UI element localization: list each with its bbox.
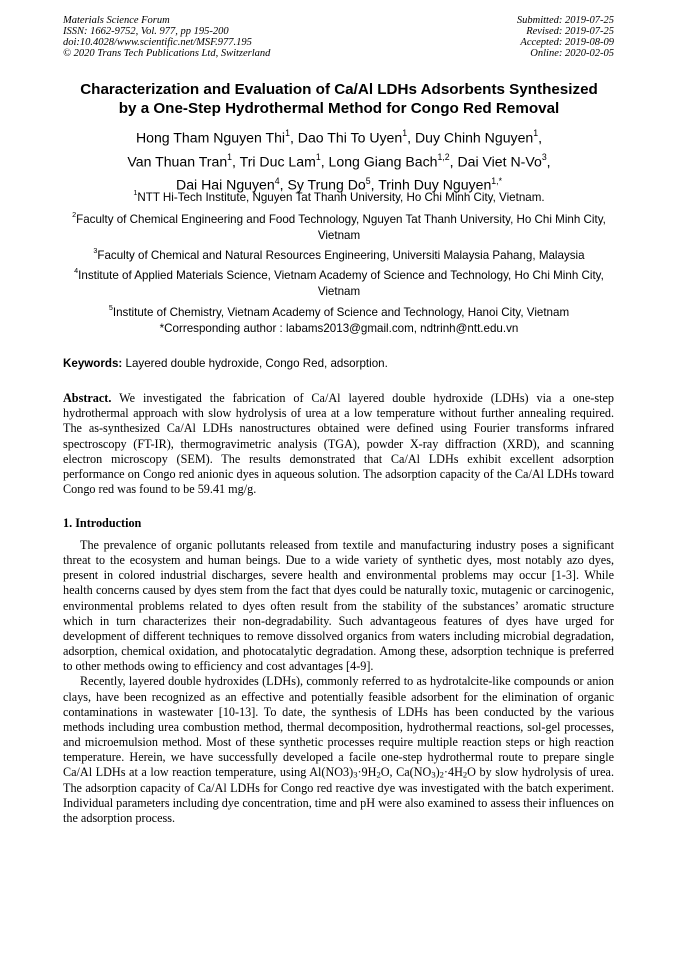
author-affiliation-mark: 1 bbox=[227, 151, 233, 162]
affiliation-mark: 2 bbox=[72, 210, 77, 220]
author-affiliation-mark: 1 bbox=[285, 128, 290, 139]
author-name: Long Giang Bach bbox=[328, 153, 438, 170]
affiliation-2 bbox=[60, 208, 618, 244]
author-affiliation-mark: 1 bbox=[533, 128, 539, 139]
affiliation-5 bbox=[60, 301, 618, 321]
subscript: 2 bbox=[439, 770, 444, 781]
title-line-2: by a One-Step Hydrothermal Method for Congo Red Removal bbox=[118, 100, 560, 117]
text-run: O by slow hydrolysis of urea. The adsorption capacity of Ca/Al LDHs for Congo red reactive dye was investigated with the batch experiment. Individual parameters including dye concentration, time and pH were also examined to assess their influences on the adsorption process. bbox=[63, 765, 614, 825]
author-name: Van Thuan Tran bbox=[127, 153, 228, 170]
affiliation-1 bbox=[60, 186, 618, 206]
abstract-text: We investigated the fabrication of Ca/Al layered double hydroxide (LDHs) via a one-step hydrothermal approach with slow hydrolysis of urea at a low temperature without further annealing required. The as-synthesized Ca/Al LDHs nanostructures obtained were defined using Fourier transforms infrared spectroscopy (FT-IR), thermogravimetric analysis (TGA), powder X-ray diffraction (XRD), and scanning electron microscopy (SEM). The results demonstrated that Ca/Al LDHs exhibit excellent adsorption performance on Congo red anionic dyes in aqueous solution. The adsorption capacity of the Ca/Al LDHs toward Congo red was found to be 59.41 mg/g. bbox=[63, 391, 614, 497]
date-accepted: Accepted: 2019-08-09 bbox=[520, 37, 614, 48]
author-affiliation-mark: 1,2 bbox=[437, 151, 450, 162]
journal-name: Materials Science Forum bbox=[63, 15, 170, 26]
author-name: Dai Hai Nguyen bbox=[176, 177, 275, 194]
affiliation-mark: 4 bbox=[74, 266, 79, 276]
journal-doi: doi:10.4028/www.scientific.net/MSF.977.195 bbox=[63, 37, 252, 48]
abstract bbox=[63, 391, 614, 497]
affiliation-text: Institute of Chemistry, Vietnam Academy of Science and Technology, Hanoi City, Vietnam bbox=[112, 305, 570, 319]
journal-issn: ISSN: 1662-9752, Vol. 977, pp 195-200 bbox=[63, 26, 229, 37]
author-line-2: Van Thuan Tran$^1$, Tri Duc Lam$^1$, Long Giang Bach$^{1,2}$, Dai Viet N-Vo$^3$, bbox=[127, 151, 551, 170]
author-name: Sy Trung Do bbox=[287, 177, 366, 194]
author-affiliation-mark: 1,* bbox=[491, 175, 502, 186]
author-affiliation-mark: 5 bbox=[365, 175, 371, 186]
date-online: Online: 2020-02-05 bbox=[530, 48, 614, 59]
text-run: Recently, layered double hydroxides (LDHs), commonly referred to as hydrotalcite-like compounds or anion clays, have been recognized as an effective and potentially feasible adsorbent for the elimination of organic contaminations in wastewater [10-13]. To date, the synthesis of LDHs has been conducted by the various methods including urea combustion method, thermal decomposition, hydrothermal reactions, sol-gel processes, and microemulsion method. Most of these synthetic processes require multiple reaction steps or high reaction temperature. Herein, we have successfully developed a facile one-step hydrothermal route to prepare single Ca/Al LDHs at a low reaction temperature, using Al(NO3) bbox=[63, 674, 614, 780]
text-run: O, Ca(NO bbox=[380, 765, 432, 780]
author-name: Duy Chinh Nguyen bbox=[414, 129, 534, 146]
affiliation-text: NTT Hi-Tech Institute, Nguyen Tat Thanh University, Ho Chi Minh City, Vietnam. bbox=[137, 190, 545, 204]
affiliation-4 bbox=[60, 264, 618, 300]
author-name: Hong Tham Nguyen Thi bbox=[135, 129, 286, 146]
author-affiliation-mark: 4 bbox=[274, 175, 280, 186]
subscript: 2 bbox=[376, 770, 381, 781]
paper-title bbox=[40, 80, 638, 118]
author-affiliation-mark: 1 bbox=[402, 128, 408, 139]
affiliation-3 bbox=[60, 244, 618, 264]
journal-copyright: © 2020 Trans Tech Publications Ltd, Switzerland bbox=[63, 48, 271, 59]
subscript: 2 bbox=[462, 770, 468, 781]
author-name: Tri Duc Lam bbox=[239, 153, 316, 170]
keywords-label: Keywords: bbox=[63, 357, 123, 370]
title-line-1: Characterization and Evaluation of Ca/Al LDHs Adsorbents Synthesized bbox=[80, 81, 598, 98]
introduction-body bbox=[63, 538, 614, 826]
affiliation-mark: 3 bbox=[93, 246, 98, 256]
journal-header-right bbox=[517, 15, 614, 59]
affiliation-text: Institute of Applied Materials Science, Vietnam Academy of Science and Technology, Ho Chi Minh City, Vietnam bbox=[78, 268, 604, 298]
paragraph bbox=[63, 674, 614, 826]
author-affiliation-mark: 1 bbox=[315, 151, 321, 162]
author-name: Dao Thi To Uyen bbox=[297, 129, 403, 146]
text-run: ) bbox=[435, 765, 440, 780]
abstract-label: Abstract. bbox=[63, 391, 112, 405]
author-line-1: Hong Tham Nguyen Thi$^1$, Dao Thi To Uyen$^1$, Duy Chinh Nguyen$^1$, bbox=[135, 128, 543, 146]
section-heading-introduction: 1. Introduction bbox=[63, 516, 142, 530]
author-name: Trinh Duy Nguyen bbox=[378, 177, 492, 194]
author-name: Dai Viet N-Vo bbox=[457, 153, 542, 170]
journal-header-left bbox=[63, 15, 270, 59]
date-submitted: Submitted: 2019-07-25 bbox=[516, 15, 614, 26]
text-run: ·4H bbox=[443, 765, 463, 780]
corresponding-author: *Corresponding author : labams2013@gmail.com, ndtrinh@ntt.edu.vn bbox=[159, 322, 519, 335]
affiliation-text: Faculty of Chemical Engineering and Food Technology, Nguyen Tat Thanh University, Ho Chi Minh City, Vietnam bbox=[76, 212, 606, 242]
affiliation-text: Faculty of Chemical and Natural Resources Engineering, Universiti Malaysia Pahang, Malaysia bbox=[97, 248, 585, 262]
author-line-3: Dai Hai Nguyen$^4$, Sy Trung Do$^5$, Trinh Duy Nguyen$^{1,*}$ bbox=[176, 175, 502, 194]
text-run: ·9H bbox=[357, 765, 377, 780]
subscript: 3 bbox=[431, 770, 436, 781]
author-affiliation-mark: 3 bbox=[541, 151, 547, 162]
keywords-text: Layered double hydroxide, Congo Red, adsorption. bbox=[125, 357, 388, 370]
paragraph: The prevalence of organic pollutants released from textile and manufacturing industry poses a significant threat to the ecosystem and human beings. Due to a wide variety of synthetic dyes, most notably azo dyes, present in colored industrial discharges, severe health and environmental problems may occur [1-3]. While health concerns caused by dyes stem from the fact that dyes could be naturally toxic, mutagenic or carcinogenic, environmental problems related to dyes often result from the stability of the substances’ aromatic structure which in turn characterizes their non-degradability. Such advantageous features of dyes have urged for development of different techniques to remove dissolved organics from waters including microbial degradation, adsorption, chemical oxidation, and photocatalytic degradation. Among these, adsorption technique is preferred to other methods owing to efficiency and cost advantages [4-9]. bbox=[63, 538, 614, 674]
date-revised: Revised: 2019-07-25 bbox=[526, 26, 614, 37]
affiliation-mark: 5 bbox=[108, 303, 113, 313]
keywords bbox=[63, 357, 388, 370]
affiliation-mark: 1 bbox=[133, 188, 138, 198]
subscript: 3 bbox=[353, 770, 358, 781]
